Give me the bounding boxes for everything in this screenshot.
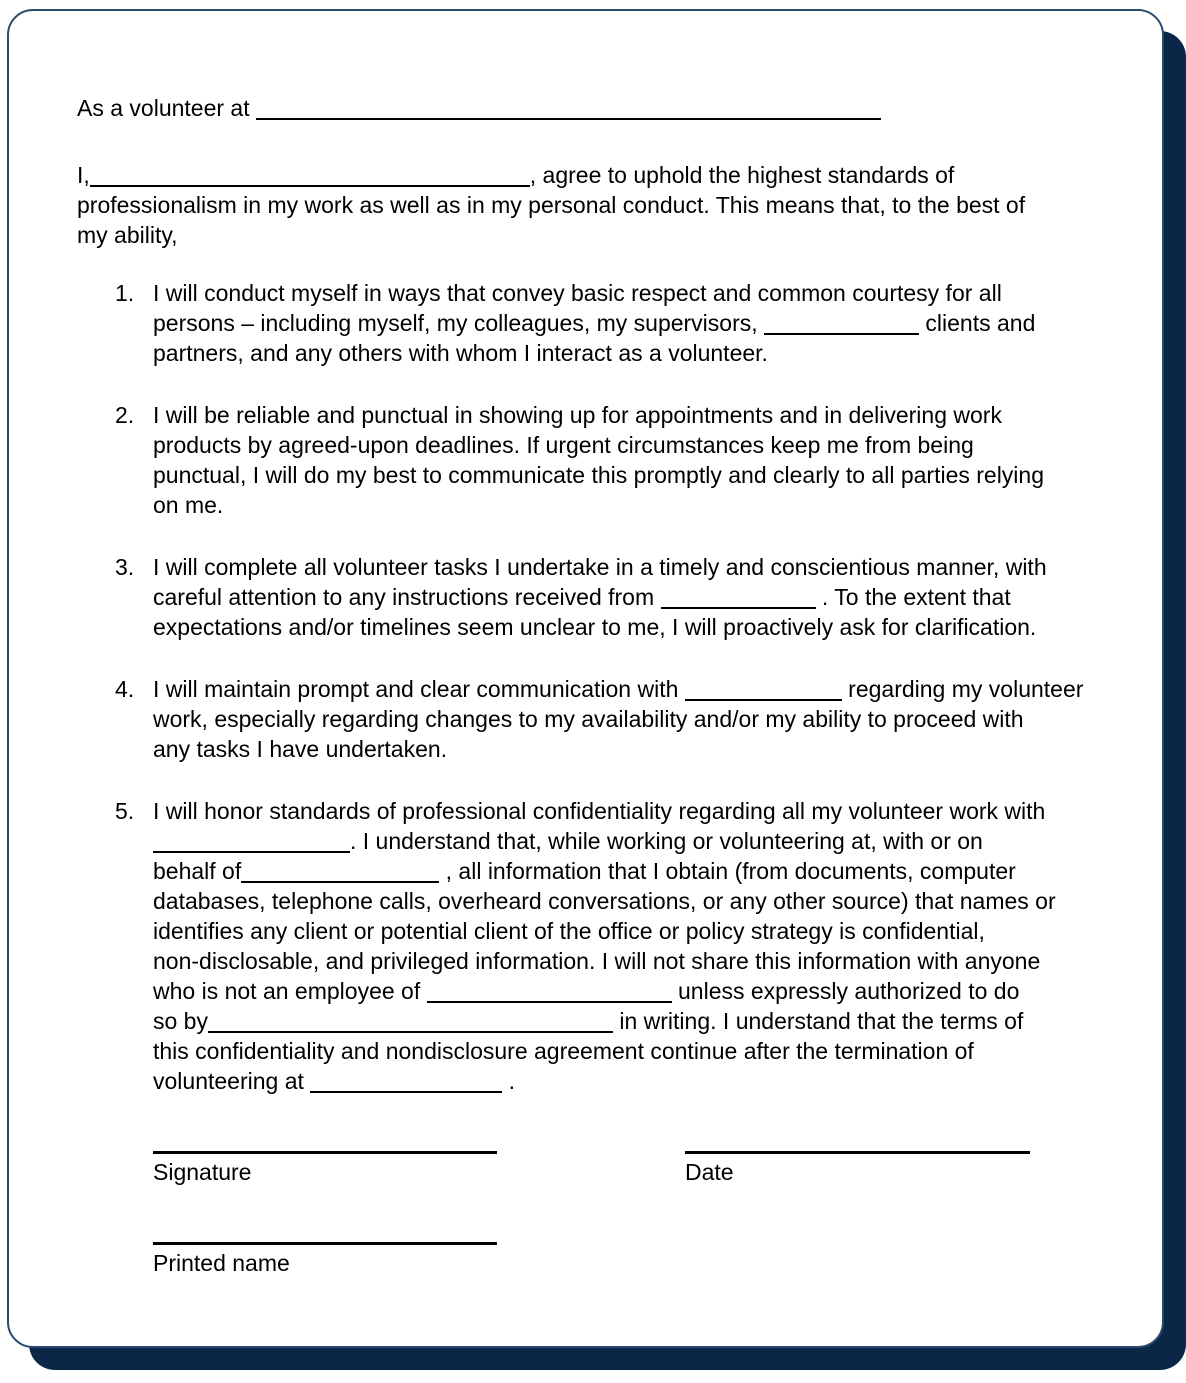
fill-in-blank[interactable] [685, 698, 842, 701]
text-line [153, 400, 1044, 430]
item-body [153, 278, 1035, 368]
terms-list [77, 278, 1142, 1096]
intro-paragraph [77, 160, 1142, 250]
text-run: in writing. I understand that the terms of [612, 1008, 1024, 1034]
text-line [153, 338, 1035, 368]
item-body [153, 796, 1056, 1096]
fill-in-blank[interactable] [764, 332, 919, 335]
text-line [153, 916, 1056, 946]
text-run: As a volunteer at [77, 95, 256, 121]
text-run: so by [153, 1008, 208, 1034]
text-line [153, 490, 1044, 520]
fill-in-blank[interactable] [208, 1030, 613, 1033]
item-body [153, 400, 1044, 520]
text-run: who is not an employee of [153, 978, 427, 1004]
text-run: regarding my volunteer [841, 676, 1084, 702]
signature-field [153, 1151, 497, 1187]
printed-name-line[interactable] [153, 1242, 497, 1245]
text-run: careful attention to any instructions received from [153, 584, 661, 610]
term-item [115, 552, 1142, 642]
text-run: . I understand that, while working or volunteering at, with or on [350, 828, 983, 854]
text-line [153, 1006, 1056, 1036]
text-line [153, 430, 1044, 460]
item-body [153, 674, 1083, 764]
text-line [153, 946, 1056, 976]
printed-name-label: Printed name [153, 1250, 290, 1276]
text-run: non-disclosable, and privileged information. I will not share this information with anyone [153, 948, 1041, 974]
text-run: databases, telephone calls, overheard conversations, or any other source) that names or [153, 888, 1056, 914]
signature-label: Signature [153, 1159, 252, 1185]
date-label: Date [685, 1159, 734, 1185]
text-line [153, 1036, 1056, 1066]
text-run: unless expressly authorized to do [671, 978, 1020, 1004]
text-line [153, 612, 1047, 642]
text-line [153, 674, 1083, 704]
text-run: volunteering at [153, 1068, 311, 1094]
text-line [77, 160, 1142, 190]
text-line [153, 308, 1035, 338]
text-line [153, 796, 1056, 826]
text-run: I will complete all volunteer tasks I undertake in a timely and conscientious manner, with [153, 554, 1047, 580]
item-number: 5. [115, 798, 135, 824]
text-line [153, 582, 1047, 612]
fill-in-blank[interactable] [427, 1000, 672, 1003]
fill-in-blank[interactable] [241, 880, 439, 883]
text-line [153, 460, 1044, 490]
text-run: punctual, I will do my best to communicate this promptly and clearly to all parties relying [153, 462, 1045, 488]
term-item [115, 278, 1142, 368]
text-line [153, 826, 1056, 856]
item-number: 4. [115, 676, 135, 702]
text-run: work, especially regarding changes to my availability and/or my ability to proceed with [153, 706, 1024, 732]
text-run: on me. [153, 492, 224, 518]
text-line [153, 704, 1083, 734]
text-line [153, 278, 1035, 308]
text-run: any tasks I have undertaken. [153, 736, 448, 762]
document-page [7, 9, 1164, 1348]
term-item [115, 796, 1142, 1096]
signature-line[interactable] [153, 1151, 497, 1154]
text-line [153, 552, 1047, 582]
item-number: 3. [115, 554, 135, 580]
text-run: clients and [919, 310, 1036, 336]
text-run: . [502, 1068, 516, 1094]
text-run: I will maintain prompt and clear communication with [153, 676, 685, 702]
fill-in-blank[interactable] [661, 606, 816, 609]
item-body [153, 552, 1047, 642]
term-item [115, 400, 1142, 520]
text-run: products by agreed-upon deadlines. If urgent circumstances keep me from being [153, 432, 974, 458]
text-run: persons – including myself, my colleagues, my supervisors, [153, 310, 765, 336]
text-run: . To the extent that [815, 584, 1011, 610]
text-line [77, 93, 1142, 123]
item-number: 1. [115, 280, 135, 306]
text-run: I will be reliable and punctual in showing up for appointments and in delivering work [153, 402, 1002, 428]
text-run: I will honor standards of professional confidentiality regarding all my volunteer work with [153, 798, 1046, 824]
fill-in-blank[interactable] [310, 1090, 502, 1093]
text-run: expectations and/or timelines seem unclear to me, I will proactively ask for clarification. [153, 614, 1037, 640]
text-line [153, 734, 1083, 764]
text-line [77, 190, 1142, 220]
text-line [153, 856, 1056, 886]
text-run: my ability, [77, 222, 178, 248]
item-number: 2. [115, 402, 135, 428]
text-run: identifies any client or potential client of the office or policy strategy is confidential, [153, 918, 985, 944]
opening-line [77, 93, 1142, 123]
printed-name-field [153, 1242, 1142, 1278]
text-line [153, 886, 1056, 916]
fill-in-blank[interactable] [90, 184, 530, 187]
signature-block [153, 1151, 1142, 1278]
signature-date-row [153, 1151, 1142, 1187]
fill-in-blank[interactable] [256, 117, 881, 120]
date-field [685, 1151, 1030, 1187]
text-run: partners, and any others with whom I interact as a volunteer. [153, 340, 768, 366]
text-line [77, 220, 1142, 250]
text-run: this confidentiality and nondisclosure agreement continue after the termination of [153, 1038, 974, 1064]
term-item [115, 674, 1142, 764]
text-line [153, 1066, 1056, 1096]
fill-in-blank[interactable] [153, 850, 350, 853]
document-content [9, 11, 1162, 1278]
text-line [153, 976, 1056, 1006]
text-run: , agree to uphold the highest standards of [529, 162, 955, 188]
date-line[interactable] [685, 1151, 1030, 1154]
text-run: I, [77, 162, 90, 188]
text-run: professionalism in my work as well as in my personal conduct. This means that, to the best of [77, 192, 1026, 218]
text-run: I will conduct myself in ways that convey basic respect and common courtesy for all [153, 280, 1002, 306]
text-run: behalf of [153, 858, 242, 884]
text-run: , all information that I obtain (from documents, computer [439, 858, 1016, 884]
